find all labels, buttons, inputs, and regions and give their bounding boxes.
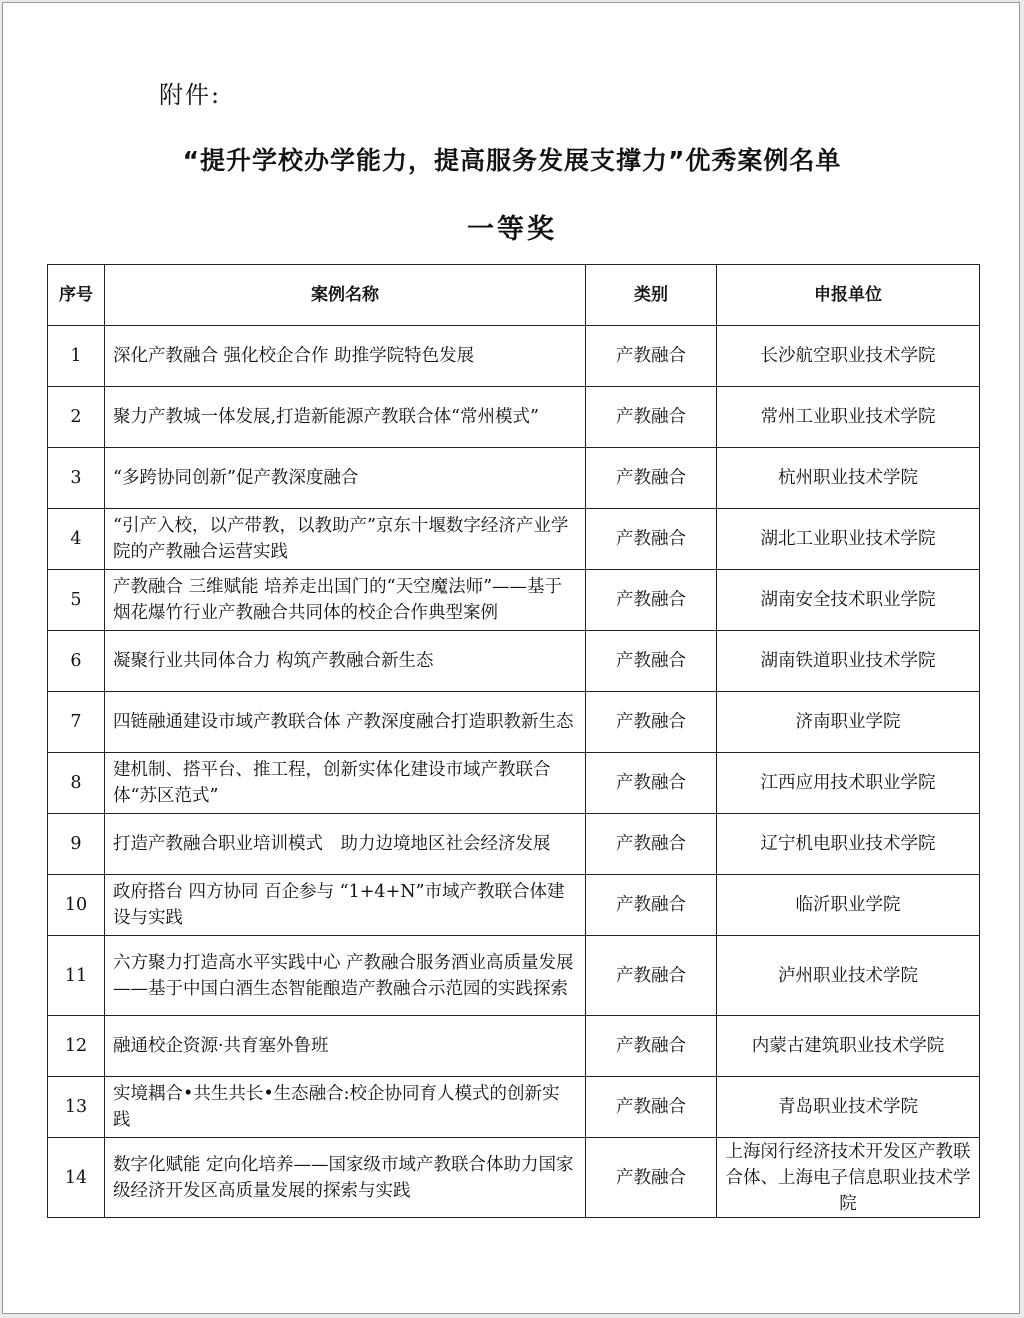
row-case-name: 深化产教融合 强化校企合作 助推学院特色发展	[105, 326, 586, 387]
row-category: 产教融合	[586, 1077, 717, 1138]
row-category: 产教融合	[586, 387, 717, 448]
document-title: “提升学校办学能力，提高服务发展支撑力”优秀案例名单	[182, 146, 842, 175]
award-level-heading: 一等奖	[467, 214, 557, 245]
document-page	[2, 2, 1020, 1314]
row-number: 12	[48, 1016, 105, 1077]
row-unit: 内蒙古建筑职业技术学院	[717, 1016, 980, 1077]
row-category: 产教融合	[586, 1016, 717, 1077]
row-unit: 湖北工业职业技术学院	[717, 509, 980, 570]
row-category: 产教融合	[586, 875, 717, 936]
table-row	[48, 875, 980, 936]
table-row	[48, 936, 980, 1016]
row-unit: 江西应用技术职业学院	[717, 753, 980, 814]
row-category: 产教融合	[586, 631, 717, 692]
row-unit: 湖南安全技术职业学院	[717, 570, 980, 631]
table-row	[48, 1016, 980, 1077]
row-unit: 济南职业学院	[717, 692, 980, 753]
row-case-name: 聚力产教城一体发展,打造新能源产教联合体“常州模式”	[105, 387, 586, 448]
table-row	[48, 387, 980, 448]
row-number: 8	[48, 753, 105, 814]
row-number: 1	[48, 326, 105, 387]
row-case-name: “引产入校，以产带教，以教助产”京东十堰数字经济产业学院的产教融合运营实践	[105, 509, 586, 570]
table-row	[48, 753, 980, 814]
row-unit: 常州工业职业技术学院	[717, 387, 980, 448]
attachment-label: 附件:	[159, 81, 222, 109]
row-number: 11	[48, 936, 105, 1016]
row-category: 产教融合	[586, 448, 717, 509]
row-category: 产教融合	[586, 509, 717, 570]
row-category: 产教融合	[586, 692, 717, 753]
row-number: 9	[48, 814, 105, 875]
header-unit: 申报单位	[717, 265, 980, 326]
table-row	[48, 1138, 980, 1218]
row-case-name: 政府搭台 四方协同 百企参与 “1+4+N”市域产教联合体建设与实践	[105, 875, 586, 936]
row-case-name: 实境耦合•共生共长•生态融合:校企协同育人模式的创新实践	[105, 1077, 586, 1138]
row-number: 14	[48, 1138, 105, 1218]
row-number: 13	[48, 1077, 105, 1138]
row-case-name: 打造产教融合职业培训模式 助力边境地区社会经济发展	[105, 814, 586, 875]
row-number: 3	[48, 448, 105, 509]
row-case-name: 产教融合 三维赋能 培养走出国门的“天空魔法师”——基于烟花爆竹行业产教融合共同体的校企合作典型案例	[105, 570, 586, 631]
row-category: 产教融合	[586, 1138, 717, 1218]
row-number: 5	[48, 570, 105, 631]
table-row	[48, 448, 980, 509]
row-unit: 辽宁机电职业技术学院	[717, 814, 980, 875]
row-case-name: 六方聚力打造高水平实践中心 产教融合服务酒业高质量发展——基于中国白酒生态智能酿造产教融合示范园的实践探索	[105, 936, 586, 1016]
row-number: 6	[48, 631, 105, 692]
row-unit: 长沙航空职业技术学院	[717, 326, 980, 387]
table-row	[48, 570, 980, 631]
row-unit: 青岛职业技术学院	[717, 1077, 980, 1138]
header-number: 序号	[48, 265, 105, 326]
table-row	[48, 1077, 980, 1138]
row-case-name: 融通校企资源·共育塞外鲁班	[105, 1016, 586, 1077]
table-body	[48, 326, 980, 1218]
case-list-table	[47, 264, 980, 1218]
row-category: 产教融合	[586, 814, 717, 875]
header-case-name: 案例名称	[105, 265, 586, 326]
row-case-name: 建机制、搭平台、推工程，创新实体化建设市域产教联合体“苏区范式”	[105, 753, 586, 814]
row-case-name: 四链融通建设市域产教联合体 产教深度融合打造职教新生态	[105, 692, 586, 753]
row-case-name: 凝聚行业共同体合力 构筑产教融合新生态	[105, 631, 586, 692]
row-category: 产教融合	[586, 753, 717, 814]
table-row	[48, 631, 980, 692]
row-number: 7	[48, 692, 105, 753]
table-row	[48, 814, 980, 875]
table-row	[48, 326, 980, 387]
row-category: 产教融合	[586, 570, 717, 631]
row-unit: 临沂职业学院	[717, 875, 980, 936]
row-category: 产教融合	[586, 936, 717, 1016]
row-unit: 泸州职业技术学院	[717, 936, 980, 1016]
row-case-name: “多跨协同创新”促产教深度融合	[105, 448, 586, 509]
row-case-name: 数字化赋能 定向化培养——国家级市域产教联合体助力国家级经济开发区高质量发展的探索与实践	[105, 1138, 586, 1218]
row-unit: 湖南铁道职业技术学院	[717, 631, 980, 692]
row-unit: 上海闵行经济技术开发区产教联合体、上海电子信息职业技术学院	[717, 1138, 980, 1218]
table-row	[48, 692, 980, 753]
header-category: 类别	[586, 265, 717, 326]
row-number: 4	[48, 509, 105, 570]
row-unit: 杭州职业技术学院	[717, 448, 980, 509]
table-header-row	[48, 265, 980, 326]
row-number: 2	[48, 387, 105, 448]
row-category: 产教融合	[586, 326, 717, 387]
table-row	[48, 509, 980, 570]
row-number: 10	[48, 875, 105, 936]
